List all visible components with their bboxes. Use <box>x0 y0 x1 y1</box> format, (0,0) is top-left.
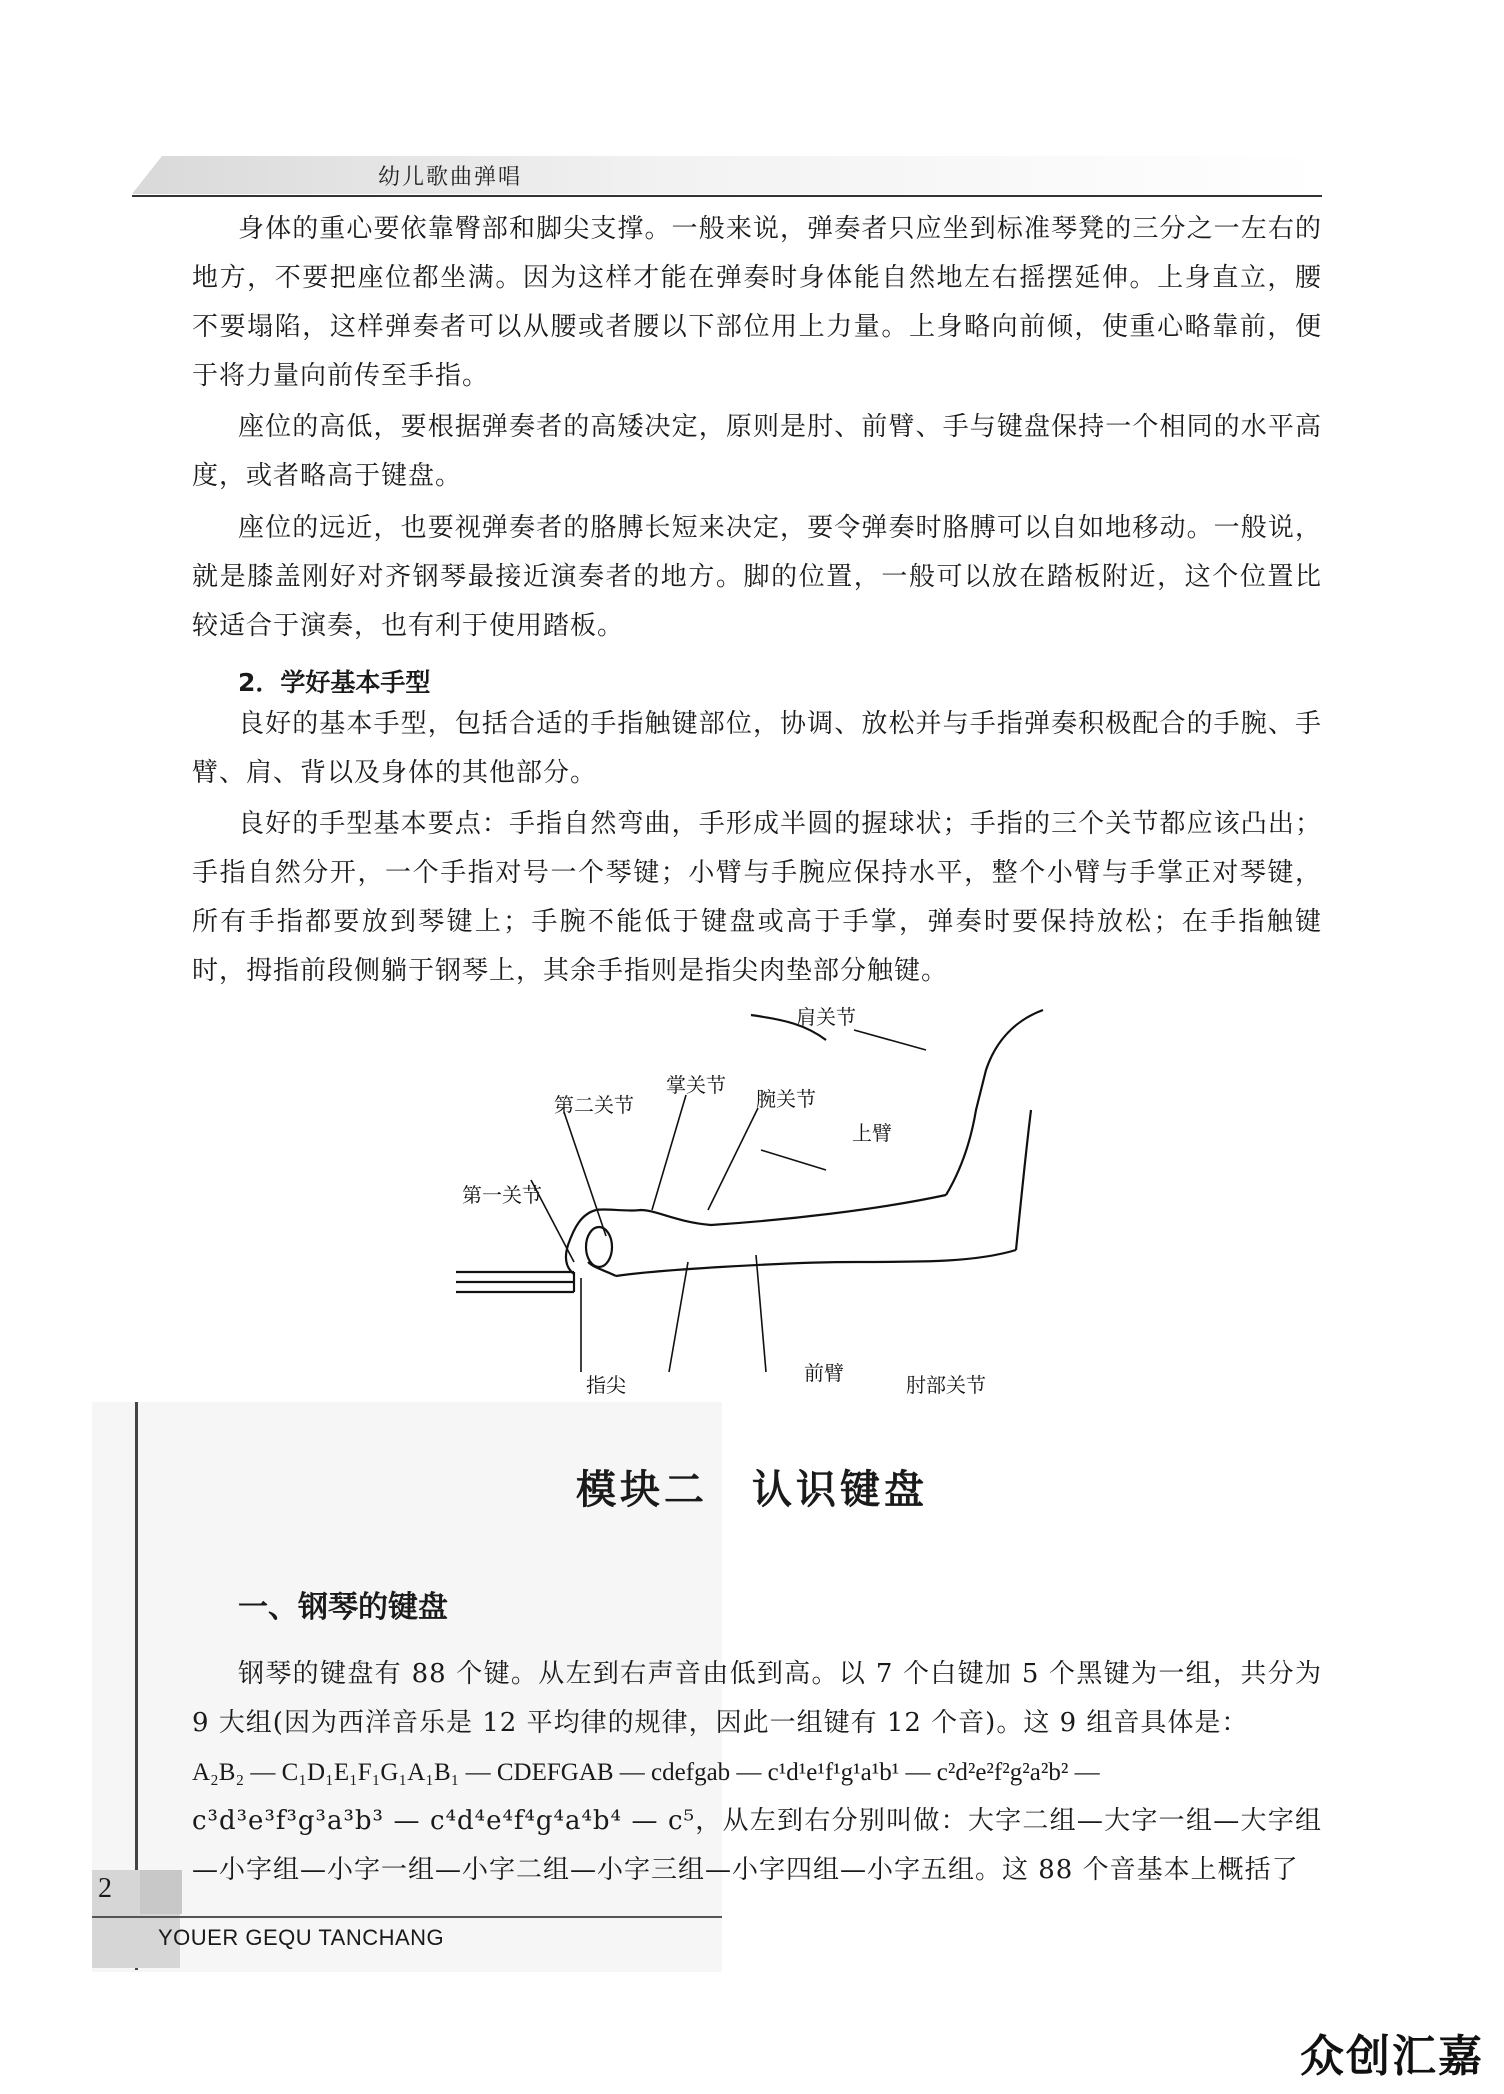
label-knuckle-joint: 掌关节 <box>666 1073 726 1097</box>
paragraph-keyboard-groups: c³d³e³f³g³a³b³ — c⁴d⁴e⁴f⁴g⁴a⁴b⁴ — c⁵，从左到右分别叫做：大字二组—大字一组—大字组—小字组—小字一组—小字二组—小字三组—小字四组—小字五组。这 88 个音基本上概括了 <box>192 1806 1322 1885</box>
note-groups-line: A₂B₂ — C₁D₁E₁F₁G₁A₁B₁ — CDEFGAB — cdefgab — c¹d¹e¹f¹g¹a¹b¹ — c²d²e²f²g²a²b² — <box>192 1759 1100 1786</box>
module-title: 模块二 认识键盘 <box>576 1466 928 1513</box>
header-band <box>132 156 1322 194</box>
label-second-joint: 第二关节 <box>554 1093 634 1117</box>
page-number: 2 <box>98 1873 112 1904</box>
hand-position-figure <box>456 1000 1050 1400</box>
footer-book-title: YOUER GEQU TANCHANG <box>158 1925 445 1950</box>
arm-diagram <box>456 1000 1050 1400</box>
footer-rule <box>92 1916 722 1918</box>
label-elbow-joint: 肘部关节 <box>906 1373 986 1397</box>
header-rule <box>132 195 1322 197</box>
paragraph-hand-shape-points: 良好的手型基本要点：手指自然弯曲，手形成半圆的握球状；手指的三个关节都应该凸出；手指自然分开，一个手指对号一个琴键；小臂与手腕应保持水平，整个小臂与手掌正对琴键，所有手指都要放到琴键上；手腕不能低于键盘或高于手掌，弹奏时要保持放松；在手指触键时，拇指前段侧躺于钢琴上，其余手指则是指尖肉垫部分触键。 <box>192 809 1322 986</box>
label-upper-arm: 上臂 <box>852 1121 892 1145</box>
paragraph-basic-hand-shape: 良好的基本手型，包括合适的手指触键部位，协调、放松并与手指弹奏积极配合的手腕、手臂、肩、背以及身体的其他部分。 <box>192 709 1322 788</box>
label-forearm: 前臂 <box>804 1361 844 1385</box>
label-wrist-joint: 腕关节 <box>756 1087 816 1111</box>
paragraph-keyboard-intro: 钢琴的键盘有 88 个键。从左到右声音由低到高。以 7 个白键加 5 个黑键为一组，共分为 9 大组(因为西洋音乐是 12 平均律的规律，因此一组键有 12 个音)。这 9 组音具体是： <box>192 1659 1322 1738</box>
running-header-title: 幼儿歌曲弹唱 <box>378 165 523 190</box>
paragraph-center-of-gravity: 身体的重心要依靠臀部和脚尖支撑。一般来说，弹奏者只应坐到标准琴凳的三分之一左右的地方，不要把座位都坐满。因为这样才能在弹奏时身体能自然地左右摇摆延伸。上身直立，腰不要塌陷，这样弹奏者可以从腰或者腰以下部位用上力量。上身略向前倾，使重心略靠前，便于将力量向前传至手指。 <box>192 214 1322 391</box>
label-fingertip: 指尖 <box>586 1373 626 1397</box>
section-title: 一、钢琴的键盘 <box>238 1590 448 1625</box>
paragraph-seat-distance: 座位的远近，也要视弹奏者的胳膊长短来决定，要令弹奏时胳膊可以自如地移动。一般说，就是膝盖刚好对齐钢琴最接近演奏者的地方。脚的位置，一般可以放在踏板附近，这个位置比较适合于演奏，也有利于使用踏板。 <box>192 513 1322 641</box>
paragraph-seat-height: 座位的高低，要根据弹奏者的高矮决定，原则是肘、前臂、手与键盘保持一个相同的水平高度，或者略高于键盘。 <box>192 412 1322 491</box>
leader-lines <box>531 1030 926 1372</box>
subheading-hand-shape: 2．学好基本手型 <box>238 668 431 697</box>
watermark: 众创汇嘉 <box>1300 2031 1484 2082</box>
arm-outline <box>456 1010 1043 1292</box>
label-shoulder-joint: 肩关节 <box>796 1005 856 1029</box>
label-first-joint: 第一关节 <box>462 1183 542 1207</box>
footer-gray-block-small <box>140 1870 182 1914</box>
